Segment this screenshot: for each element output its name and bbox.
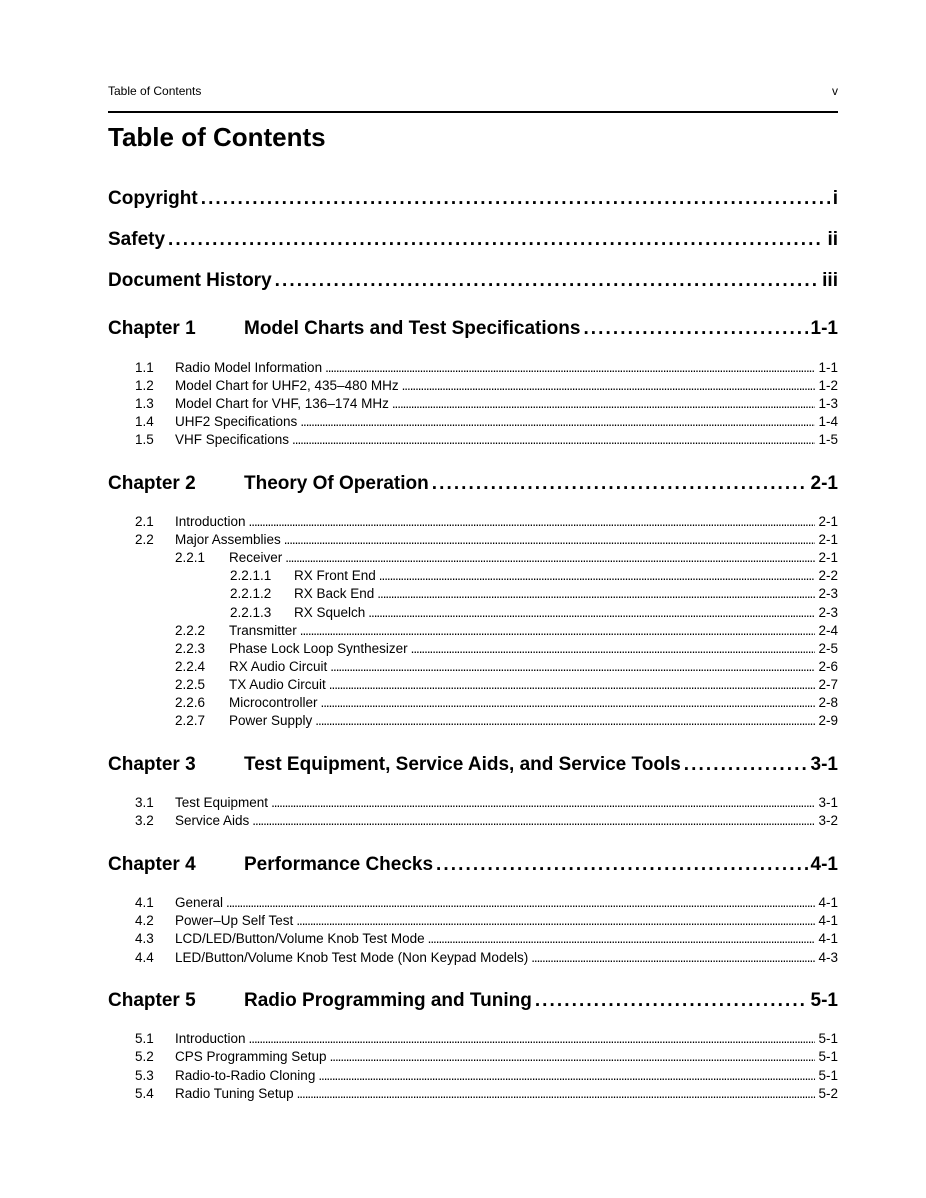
section-number: 3.2 [135,813,154,828]
toc-entry-section[interactable] [135,395,838,413]
dot-leader [684,752,808,778]
section-page: 2-1 [818,532,838,547]
dot-leader [535,988,808,1014]
section-page: 2-3 [818,586,838,601]
section-page: 2-3 [818,605,838,620]
section-number: 4.1 [135,895,154,910]
chapter-label: Chapter 4 [108,854,196,875]
toc-entry-section[interactable] [175,712,838,730]
section-number: 4.2 [135,913,154,928]
section-number: 5.3 [135,1068,154,1083]
section-title: RX Squelch [294,605,366,620]
toc-entry-section[interactable] [135,1048,838,1066]
section-page: 2-2 [818,568,838,583]
dot-leader [411,640,816,658]
section-number: 2.2.6 [175,695,206,710]
chapter-label: Chapter 3 [108,754,196,775]
dot-leader [296,912,815,930]
section-number: 1.2 [135,378,154,393]
toc-entry-title: Copyright [108,188,198,209]
toc-entry-chapter[interactable] [108,852,838,878]
section-title: LCD/LED/Button/Volume Knob Test Mode [175,931,425,946]
section-number: 5.4 [135,1086,154,1101]
toc-entry-chapter[interactable] [108,471,838,497]
section-number: 2.2.4 [175,659,206,674]
section-title: Power Supply [229,713,313,728]
chapter-page: 2-1 [810,473,838,494]
section-page: 2-1 [818,550,838,565]
dot-leader [249,1030,816,1048]
section-page: 5-2 [818,1086,838,1101]
toc-entry-section[interactable] [175,622,838,640]
toc-entry-title: Safety [108,229,166,250]
dot-leader [168,227,824,253]
chapter-page: 5-1 [810,990,838,1011]
section-number: 5.1 [135,1031,154,1046]
section-title: VHF Specifications [175,432,290,447]
toc-entry-section[interactable] [135,1085,838,1103]
toc-entry-section[interactable] [135,1067,838,1085]
dot-leader [284,531,816,549]
toc-entry-page: ii [827,229,838,250]
section-number: 1.3 [135,396,154,411]
section-number: 4.3 [135,931,154,946]
chapter-label: Chapter 5 [108,990,196,1011]
toc-entry-section[interactable] [135,359,838,377]
section-page: 2-4 [818,623,838,638]
section-number: 2.2.1.3 [230,605,272,620]
dot-leader [531,949,815,967]
chapter-title: Model Charts and Test Specifications [244,318,581,339]
running-header-page-number: v [832,84,838,98]
toc-entry-section[interactable] [135,812,838,830]
section-number: 2.2.1.1 [230,568,272,583]
chapter-title: Test Equipment, Service Aids, and Service Tools [244,754,681,775]
dot-leader [300,413,815,431]
dot-leader [329,676,816,694]
section-title: General [175,895,224,910]
section-number: 2.1 [135,514,154,529]
dot-leader [432,471,808,497]
chapter-label: Chapter 2 [108,473,196,494]
toc-entry-section[interactable] [135,413,838,431]
section-number: 1.1 [135,360,154,375]
section-page: 2-6 [818,659,838,674]
dot-leader [275,268,820,294]
section-number: 4.4 [135,950,154,965]
toc-entry-section[interactable] [230,567,838,585]
section-page: 5-1 [818,1068,838,1083]
dot-leader [392,395,816,413]
dot-leader [271,794,815,812]
section-title: Microcontroller [229,695,318,710]
dot-leader [285,549,815,567]
section-title: RX Back End [294,586,375,601]
toc-entry-chapter[interactable] [108,988,838,1014]
section-title: Power–Up Self Test [175,913,294,928]
toc-entry-section[interactable] [135,1030,838,1048]
toc-entry-section[interactable] [135,531,838,549]
section-title: Transmitter [229,623,297,638]
toc-entry-chapter[interactable] [108,752,838,778]
section-title: CPS Programming Setup [175,1049,327,1064]
dot-leader [321,694,816,712]
dot-leader [436,852,807,878]
dot-leader [379,567,816,585]
chapter-title: Performance Checks [244,854,434,875]
toc-entry-section[interactable] [135,431,838,449]
dot-leader [325,359,815,377]
section-page: 2-1 [818,514,838,529]
section-title: Introduction [175,514,246,529]
section-page: 2-8 [818,695,838,710]
section-title: Test Equipment [175,795,269,810]
page-title: Table of Contents [108,122,326,152]
section-number: 2.2.7 [175,713,206,728]
dot-leader [402,377,816,395]
chapter-page: 4-1 [810,854,838,875]
toc-entry-section[interactable] [135,513,838,531]
toc-entry-section[interactable] [230,585,838,603]
chapter-page: 3-1 [810,754,838,775]
dot-leader [249,513,816,531]
section-number: 2.2.1 [175,550,206,565]
chapter-page: 1-1 [810,318,838,339]
section-title: TX Audio Circuit [229,677,326,692]
section-number: 2.2.3 [175,641,206,656]
dot-leader [330,1048,816,1066]
section-page: 4-3 [818,950,838,965]
section-page: 2-5 [818,641,838,656]
section-title: Phase Lock Loop Synthesizer [229,641,408,656]
section-page: 5-1 [818,1031,838,1046]
toc-entry-section[interactable] [135,949,838,967]
toc-entry-section[interactable] [230,604,838,622]
section-page: 4-1 [818,931,838,946]
section-title: Radio Tuning Setup [175,1086,294,1101]
section-page: 2-7 [818,677,838,692]
section-number: 3.1 [135,795,154,810]
toc-entry-section[interactable] [135,377,838,395]
section-title: Model Chart for UHF2, 435–480 MHz [175,378,399,393]
section-title: UHF2 Specifications [175,414,298,429]
section-title: Major Assemblies [175,532,281,547]
dot-leader [315,712,815,730]
dot-leader [583,316,807,342]
section-title: RX Front End [294,568,376,583]
toc-entry-front-matter[interactable] [108,186,838,212]
toc-entry-chapter[interactable] [108,316,838,342]
section-title: Receiver [229,550,283,565]
section-page: 5-1 [818,1049,838,1064]
running-header-title: Table of Contents [108,84,202,98]
dot-leader [377,585,815,603]
section-number: 2.2.5 [175,677,206,692]
dot-leader [318,1067,815,1085]
dot-leader [368,604,815,622]
toc-entry-section[interactable] [175,676,838,694]
section-number: 2.2 [135,532,154,547]
section-title: Radio Model Information [175,360,323,375]
section-page: 1-1 [818,360,838,375]
dot-leader [330,658,815,676]
toc-entry-section[interactable] [175,549,838,567]
section-title: Introduction [175,1031,246,1046]
section-page: 3-1 [818,795,838,810]
section-page: 1-2 [818,378,838,393]
section-number: 1.5 [135,432,154,447]
section-page: 3-2 [818,813,838,828]
toc-entry-section[interactable] [135,912,838,930]
dot-leader [201,186,830,212]
toc-entry-section[interactable] [175,694,838,712]
section-number: 1.4 [135,414,154,429]
dot-leader [300,622,816,640]
section-title: Model Chart for VHF, 136–174 MHz [175,396,389,411]
dot-leader [226,894,815,912]
section-title: Service Aids [175,813,250,828]
section-number: 5.2 [135,1049,154,1064]
chapter-title: Radio Programming and Tuning [244,990,532,1011]
chapter-label: Chapter 1 [108,318,196,339]
dot-leader [252,812,815,830]
section-page: 4-1 [818,913,838,928]
toc-entry-page: i [832,188,838,209]
section-title: Radio-to-Radio Cloning [175,1068,316,1083]
chapter-title: Theory Of Operation [244,473,429,494]
toc-entry-section[interactable] [135,794,838,812]
dot-leader [297,1085,816,1103]
toc-entry-title: Document History [108,270,272,291]
section-page: 1-5 [818,432,838,447]
dot-leader [292,431,815,449]
toc-entry-section[interactable] [135,894,838,912]
section-page: 1-4 [818,414,838,429]
section-number: 2.2.1.2 [230,586,272,601]
toc-entry-page: iii [822,270,838,291]
section-title: RX Audio Circuit [229,659,328,674]
section-page: 4-1 [818,895,838,910]
toc-entry-section[interactable] [135,930,838,948]
toc-entry-section[interactable] [175,658,838,676]
section-page: 1-3 [818,396,838,411]
section-number: 2.2.2 [175,623,206,638]
toc-entry-front-matter[interactable] [108,268,838,294]
section-title: LED/Button/Volume Knob Test Mode (Non Keypad Models) [175,950,529,965]
dot-leader [428,930,816,948]
section-page: 2-9 [818,713,838,728]
toc-entry-front-matter[interactable] [108,227,838,253]
toc-entry-section[interactable] [175,640,838,658]
